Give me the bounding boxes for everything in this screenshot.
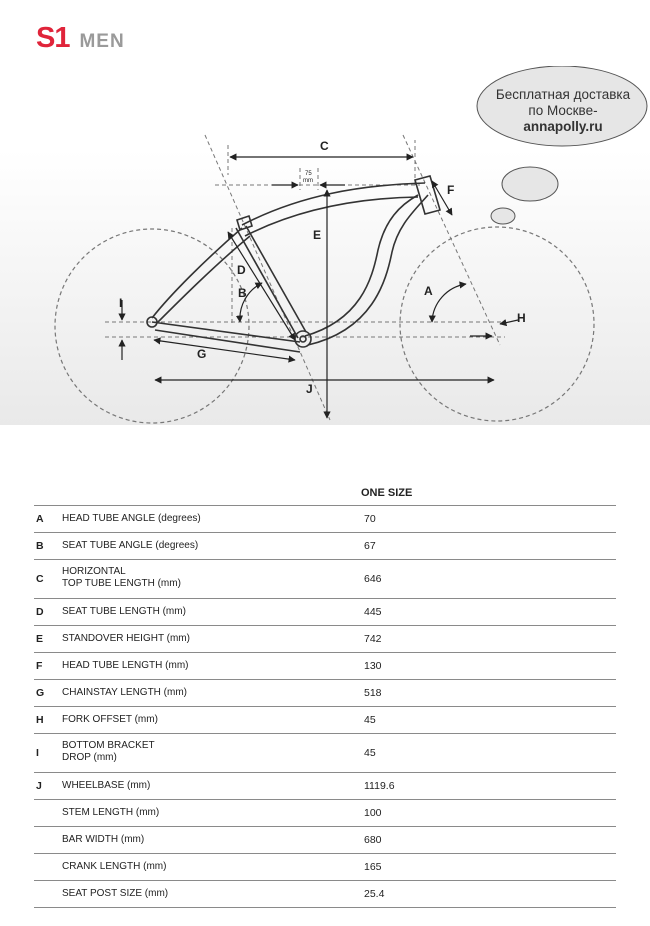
row-value: 742: [364, 633, 382, 645]
table-row: [34, 679, 616, 706]
front-wheel: [400, 227, 594, 421]
promo-line-1: Бесплатная доставка: [495, 87, 631, 102]
label-h: H: [517, 311, 526, 325]
row-label: HEAD TUBE LENGTH (mm): [62, 660, 189, 671]
row-value: 1119.6: [364, 780, 395, 792]
row-value: 518: [364, 687, 382, 699]
row-value: 45: [364, 747, 376, 759]
row-value: 445: [364, 606, 382, 618]
table-body: [34, 505, 616, 908]
row-label: STEM LENGTH (mm): [62, 807, 160, 818]
table-row: [34, 505, 616, 532]
table-row: [34, 772, 616, 799]
label-d: D: [237, 263, 246, 277]
table-row: [34, 733, 616, 772]
table-row: [34, 625, 616, 652]
column-header-one-size: ONE SIZE: [361, 487, 413, 499]
row-value: 680: [364, 834, 382, 846]
promo-line-2: по Москве-: [528, 103, 598, 118]
row-value: 100: [364, 807, 382, 819]
gender-label: MEN: [79, 31, 125, 52]
label-e: E: [313, 228, 322, 242]
note-75: 75: [305, 171, 312, 177]
row-value: 45: [364, 714, 376, 726]
label-a: A: [424, 284, 433, 298]
row-label: SEAT TUBE ANGLE (degrees): [62, 540, 199, 551]
row-letter: B: [36, 540, 44, 552]
label-f: F: [447, 183, 455, 197]
label-j: J: [306, 382, 313, 396]
table-row: [34, 532, 616, 559]
row-value: 130: [364, 660, 382, 672]
spec-table: [34, 487, 616, 908]
row-value: 70: [364, 513, 376, 525]
model-name: S1: [36, 22, 70, 54]
label-b: B: [238, 286, 247, 300]
table-row: [34, 559, 616, 598]
label-c: C: [320, 139, 329, 153]
row-letter: J: [36, 780, 42, 792]
row-value: 646: [364, 573, 382, 585]
label-i: I: [119, 296, 123, 310]
row-label: STANDOVER HEIGHT (mm): [62, 633, 190, 644]
row-label: CHAINSTAY LENGTH (mm): [62, 687, 188, 698]
row-label: FORK OFFSET (mm): [62, 714, 158, 725]
row-label: CRANK LENGTH (mm): [62, 861, 167, 872]
row-letter: A: [36, 513, 44, 525]
row-label: SEAT TUBE LENGTH (mm): [62, 606, 186, 617]
table-row: [34, 598, 616, 625]
row-letter: C: [36, 573, 44, 585]
rear-wheel: [55, 229, 249, 423]
row-label: BOTTOM BRACKET DROP (mm): [62, 740, 155, 763]
table-row: [34, 652, 616, 679]
row-letter: D: [36, 606, 44, 618]
note-mm: mm: [303, 178, 313, 184]
bike-geometry-diagram: [0, 120, 650, 425]
bike-frame: [147, 176, 440, 352]
table-row: [34, 853, 616, 880]
row-letter: F: [36, 660, 43, 672]
row-label: HORIZONTAL TOP TUBE LENGTH (mm): [62, 566, 181, 589]
row-label: HEAD TUBE ANGLE (degrees): [62, 513, 201, 524]
row-letter: G: [36, 687, 45, 699]
table-header: [34, 487, 616, 505]
label-g: G: [197, 347, 207, 361]
row-letter: I: [36, 747, 39, 759]
row-letter: E: [36, 633, 44, 645]
table-row: [34, 826, 616, 853]
row-label: WHEELBASE (mm): [62, 780, 151, 791]
row-label: BAR WIDTH (mm): [62, 834, 145, 845]
row-value: 25.4: [364, 888, 385, 900]
table-row: [34, 880, 616, 908]
page-title: [36, 22, 125, 55]
promo-link[interactable]: annapolly.ru: [523, 119, 603, 134]
table-row: [34, 799, 616, 826]
table-row: [34, 706, 616, 733]
row-letter: H: [36, 714, 44, 726]
row-value: 67: [364, 540, 376, 552]
row-label: SEAT POST SIZE (mm): [62, 888, 169, 899]
row-value: 165: [364, 861, 382, 873]
